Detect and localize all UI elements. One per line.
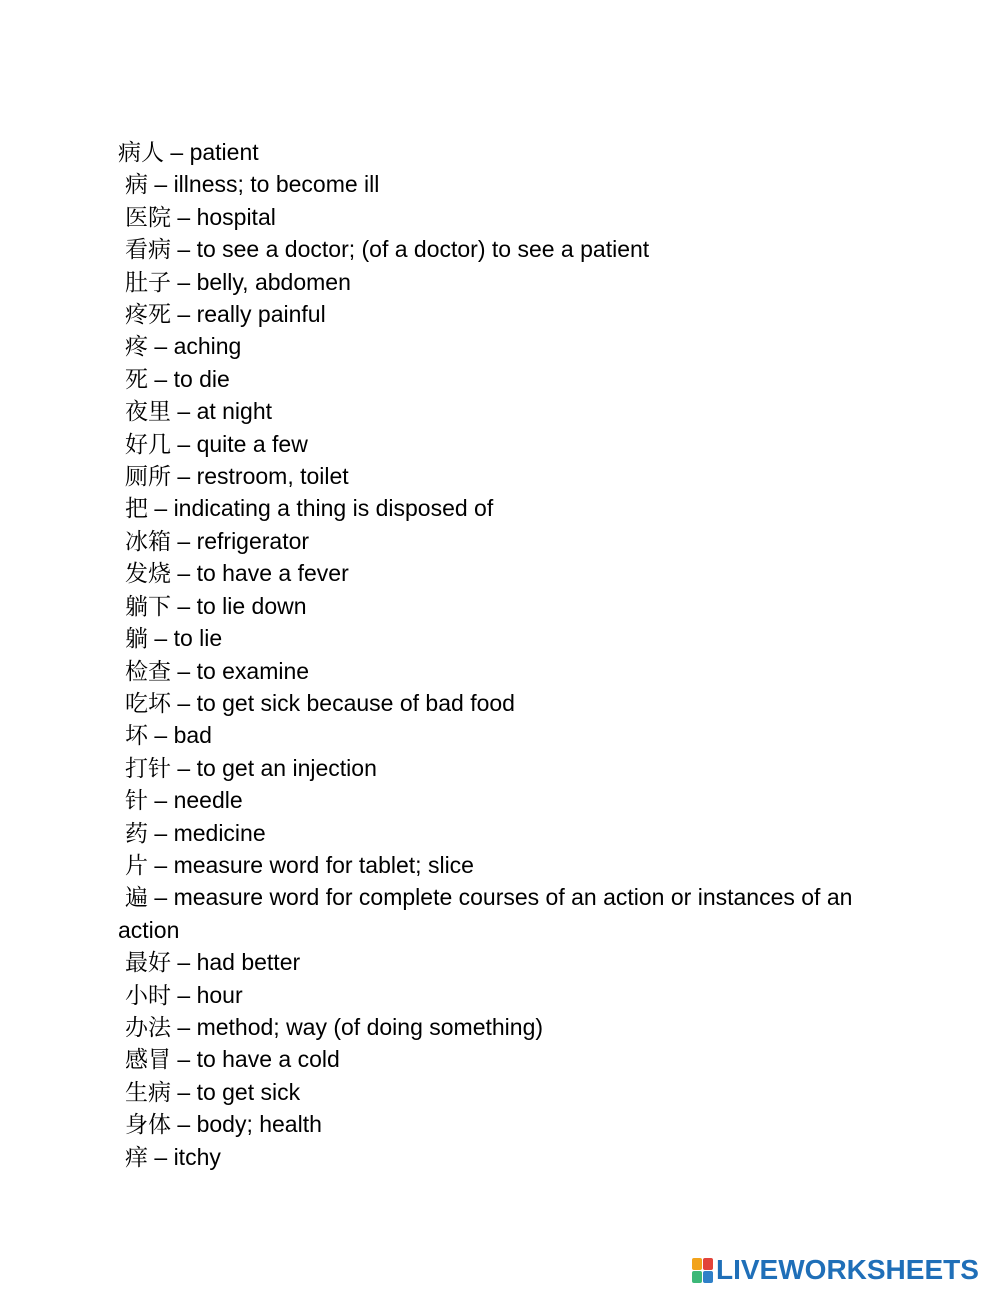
vocab-item: 医院 – hospital (125, 203, 276, 230)
logo-square (703, 1258, 713, 1270)
vocab-item: 疼 – aching (125, 333, 242, 360)
vocab-item: 最好 – had better (125, 949, 301, 976)
liveworksheets-brand (692, 1255, 992, 1285)
logo-square (692, 1258, 702, 1270)
vocab-item: 好几 – quite a few (125, 430, 308, 457)
vocab-item: 夜里 – at night (125, 398, 273, 425)
vocab-item: 片 – measure word for tablet; slice (125, 851, 474, 878)
vocab-item: 吃坏 – to get sick because of bad food (125, 689, 515, 716)
vocab-item: 感冒 – to have a cold (125, 1046, 340, 1073)
vocab-item: 躺 – to lie (125, 625, 223, 652)
vocab-item: 死 – to die (125, 365, 230, 392)
vocab-item: 病人 – patient (118, 139, 259, 165)
vocab-item: 药 – medicine (125, 819, 266, 846)
vocab-item: 遍 – measure word for complete courses of an action or instances of an action (118, 884, 853, 943)
vocab-item: 冰箱 – refrigerator (125, 527, 310, 554)
vocab-item: 看病 – to see a doctor; (of a doctor) to see a patient (125, 236, 650, 263)
vocab-item: 检查 – to examine (125, 657, 310, 684)
logo-square (703, 1271, 713, 1283)
vocab-item: 生病 – to get sick (125, 1078, 301, 1105)
vocab-item: 针 – needle (125, 787, 243, 814)
vocab-item: 坏 – bad (125, 722, 212, 749)
vocab-item: 厕所 – restroom, toilet (125, 463, 349, 490)
vocab-item: 肚子 – belly, abdomen (125, 268, 351, 295)
liveworksheets-logo-icon (692, 1258, 712, 1282)
vocab-item: 小时 – hour (125, 981, 243, 1008)
vocab-item: 痒 – itchy (125, 1143, 221, 1170)
brand-name: LIVEWORKSHEETS (716, 1254, 979, 1285)
logo-square (692, 1271, 702, 1283)
vocab-item: 发烧 – to have a fever (125, 560, 349, 587)
vocab-item: 打针 – to get an injection (125, 754, 377, 781)
vocab-item: 身体 – body; health (125, 1111, 322, 1138)
vocab-item: 把 – indicating a thing is disposed of (125, 495, 494, 522)
vocab-item: 疼死 – really painful (125, 301, 326, 328)
vocabulary-list (118, 136, 878, 1173)
vocab-item: 躺下 – to lie down (125, 592, 307, 619)
vocab-item: 病 – illness; to become ill (125, 171, 380, 198)
vocab-item: 办法 – method; way (of doing something) (125, 1013, 544, 1040)
